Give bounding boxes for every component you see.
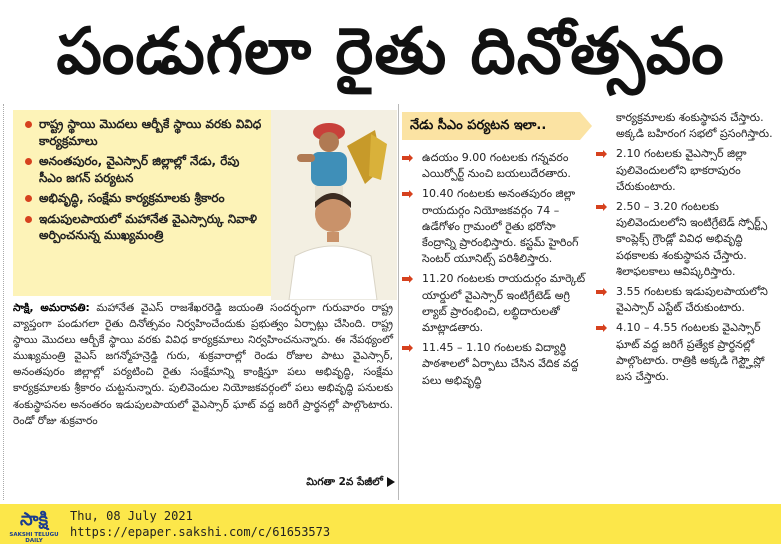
highlight-item [25, 153, 265, 186]
schedule-item [596, 199, 776, 280]
sakshi-logo[interactable] [4, 508, 64, 544]
column-divider-left [3, 104, 5, 500]
highlights-box [13, 110, 271, 296]
highlight-text: అభివృద్ధి, సంక్షేమ కార్యక్రమాలకు శ్రీకారం [39, 191, 225, 205]
highlight-item [25, 211, 265, 244]
schedule-text: 10.40 గంటలకు అనంతపురం జిల్లా రాయదుర్గం నియోజకవర్గం 74 –ఉడేగోళం గ్రామంలో రైతు భరోసా కేంద్రాన్ని ప్రారంభిస్తారు. కస్టమ్ హైరింగ్ సెంటర్ యూనిట్స్ పరిశీలిస్తారు. [422, 187, 579, 266]
bullet-dot-icon [25, 158, 32, 165]
lead-text: మహానేత వైఎస్ రాజశేఖరరెడ్డి జయంతి సందర్భంగా గురువారం రాష్ట్ర వ్యాప్తంగా పండుగలా రైతు దినోత్సవం నిర్వహించేందుకు ప్రభుత్వం ఏర్పాట్లు చేసింది. రాష్ట్ర స్థాయి మొదలు ఆర్బీకే స్థాయి వరకు వివిధ కార్యక్రమాలు నిర్వహించనున్నారు. ఈ నేపథ్యంలో ముఖ్యమంత్రి వైఎస్ జగన్మోహన్రెడ్డి గురు, శుక్రవారాల్లో రెండు రోజుల పాటు వైఎస్సార్, అనంతపురం జిల్లాల్లో పర్యటించి రైతు సంక్షేమాన్ని కాంక్షిస్తూ పలు అభివృద్ధి, సంక్షేమ కార్యక్రమాలకు శ్రీకారం చుట్టనున్నారు. పులివెందుల నియోజకవర్గంలో పలు అభివృద్ధి పనులకు శంకుస్థాపనల అనంతరం ఇడుపులపాయలో వైఎస్సార్ ఘాట్ వద్ద జరిగే ప్రార్థనల్లో పాల్గొంటారు. రెండో రోజు శుక్రవారం [13, 302, 394, 427]
schedule-title: నేడు సీఎం పర్యటన ఇలా.. [402, 112, 580, 140]
schedule-item [596, 110, 776, 142]
play-arrow-icon [387, 477, 395, 487]
edition-date: Thu, 08 July 2021 [70, 509, 193, 523]
pointing-hand-icon [596, 150, 607, 158]
lead-article [13, 300, 393, 494]
logo-text: సాక్షి [20, 509, 48, 530]
schedule-item [596, 146, 776, 195]
schedule-text: కార్యక్రమాలకు శంకుస్థాపన చేస్తారు. అక్కడి బహిరంగ సభలో ప్రసంగిస్తారు. [616, 111, 773, 141]
highlight-text: అనంతపురం, వైఎస్సార్ జిల్లాల్లో నేడు, రేపు సీఎం జగన్ పర్యటన [39, 154, 240, 185]
schedule-text: 2.10 గంటలకు వైఎస్సార్ జిల్లా పులివెందులలోని భాకరాపురం చేరుకుంటారు. [616, 147, 747, 193]
continued-label: మిగతా 2వ పేజీలో [306, 476, 383, 488]
highlight-item [25, 116, 265, 149]
pointing-hand-icon [402, 344, 413, 352]
schedule-column-1 [402, 150, 587, 393]
pointing-hand-icon [596, 288, 607, 296]
schedule-text: ఉదయం 9.00 గంటలకు గన్నవరం ఎయిర్పోర్ట్ నుంచి బయలుదేరతారు. [422, 151, 571, 181]
footer-bar [0, 504, 781, 544]
highlight-text: ఇడుపులపాయలో మహానేత వైఎస్సార్కు నివాళి అర్పించనున్న ముఖ్యమంత్రి [39, 211, 257, 242]
continued-link[interactable] [270, 476, 395, 492]
schedule-item [402, 150, 587, 182]
bullet-dot-icon [25, 121, 32, 128]
cm-photo-art [271, 110, 397, 300]
pointing-hand-icon [596, 203, 607, 211]
schedule-text: 4.10 – 4.55 గంటలకు వైఎస్సార్ ఘాట్ వద్ద జరిగే ప్రత్యేక ప్రార్థనల్లో పాల్గొంటారు. రాత్రికి అక్కడి గెస్ట్హౌస్లో బస చేస్తారు. [616, 321, 765, 384]
pointing-hand-icon [402, 154, 413, 162]
schedule-text: 11.20 గంటలకు రాయదుర్గం మార్కెట్ యార్డులో వైఎస్సార్ ఇంటిగ్రేటెడ్ అగ్రి ల్యాబ్ ప్రారంభించి, లబ్ధిదారులతో మాట్లాడతారు. [422, 272, 586, 335]
headline: పండుగలా రైతు దినోత్సవం [56, 15, 725, 89]
dateline: సాక్షి, అమరావతి: [13, 302, 90, 314]
bullet-dot-icon [25, 216, 32, 223]
schedule-item [596, 284, 776, 316]
schedule-item [402, 186, 587, 267]
column-divider [398, 104, 399, 500]
logo-subtitle: SAKSHI TELUGU DAILY [9, 532, 59, 544]
schedule-text: 2.50 – 3.20 గంటలకు పులివెందులలోని ఇంటిగ్రేటెడ్ స్పోర్ట్స్ కాంప్లెక్స్ గ్రౌండ్లో వివిధ అభివృద్ధి పథకాలకు శంకుస్థాపన చేస్తారు. శిలాఫలకాలు ఆవిష్కరిస్తారు. [616, 200, 768, 278]
cm-photo [271, 110, 397, 300]
pointing-hand-icon [402, 190, 413, 198]
pointing-hand-icon [402, 275, 413, 283]
article-url[interactable]: https://epaper.sakshi.com/c/61653573 [70, 525, 331, 539]
highlight-item [25, 190, 265, 207]
schedule-text: 3.55 గంటలకు ఇడుపులపాయలోని వైఎస్సార్ ఎస్టేట్ చేరుకుంటారు. [616, 285, 768, 315]
schedule-item [596, 320, 776, 385]
highlights-list [13, 110, 271, 244]
bullet-dot-icon [25, 195, 32, 202]
schedule-item [402, 340, 587, 389]
highlight-text: రాష్ట్ర స్థాయి మొదలు ఆర్బీకే స్థాయి వరకు వివిధ కార్యక్రమాలు [39, 117, 262, 148]
schedule-text: 11.45 – 1.10 గంటలకు విద్యార్థి పాఠశాలలో ఏర్పాటు చేసిన వేదిక వద్ద పలు అభివృద్ధి [422, 341, 579, 387]
schedule-item [402, 271, 587, 336]
pointing-hand-icon [596, 324, 607, 332]
schedule-column-2 [596, 110, 776, 389]
